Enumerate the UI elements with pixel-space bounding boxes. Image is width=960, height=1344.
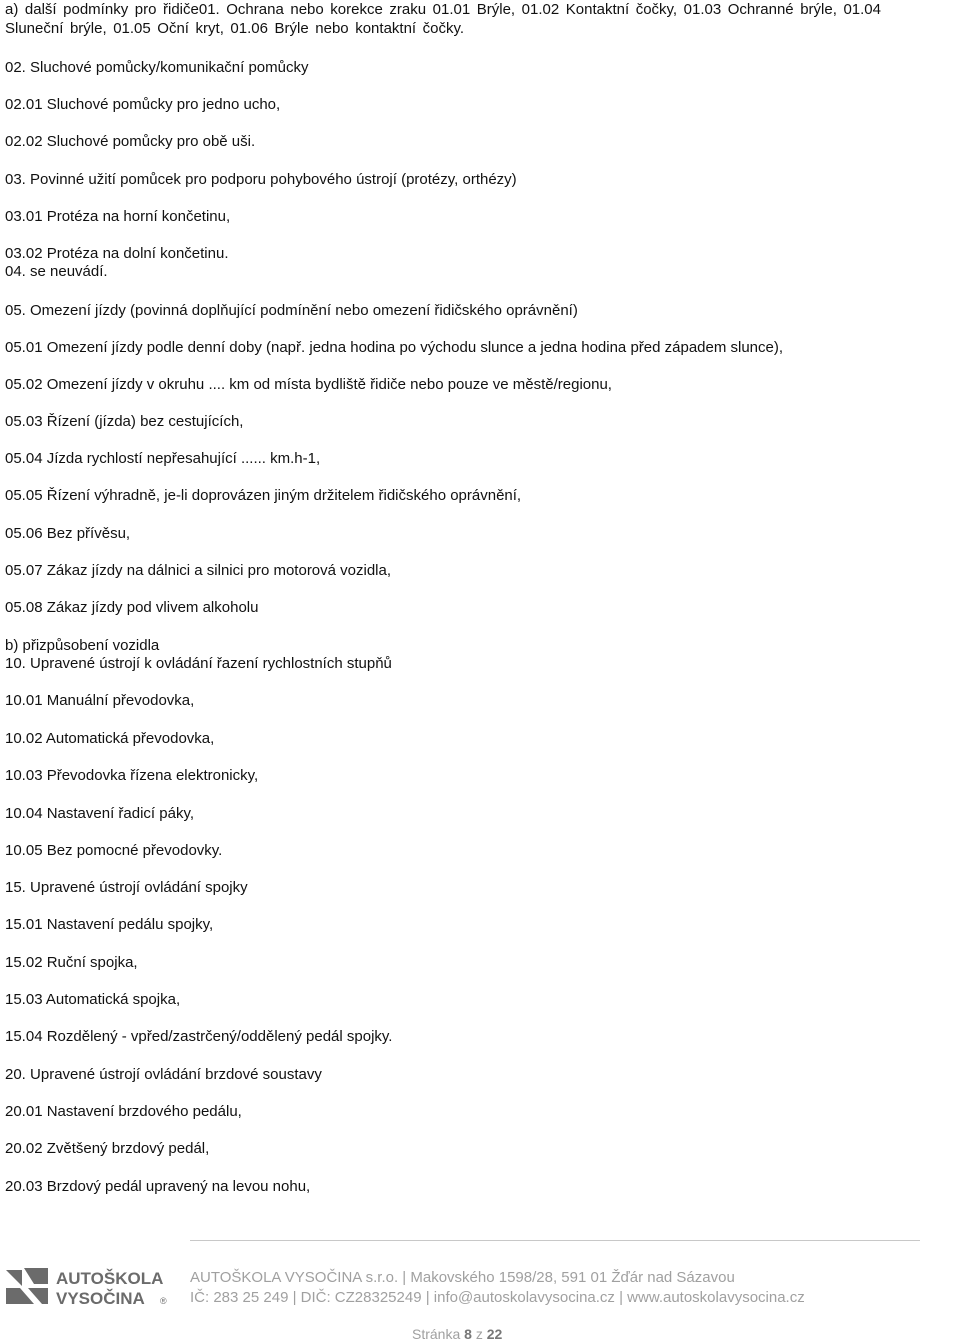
list-item: 05.02 Omezení jízdy v okruhu .... km od místa bydliště řidiče nebo pouze ve městě/regionu, [5,376,612,393]
list-item: 10.03 Převodovka řízena elektronicky, [5,767,259,784]
page-number [412,1325,502,1343]
list-item: 02.02 Sluchové pomůcky pro obě uši. [5,133,256,150]
list-item: 20.02 Zvětšený brzdový pedál, [5,1140,210,1157]
footer-divider [190,1240,920,1241]
list-item: 15.02 Ruční spojka, [5,954,138,971]
list-item: 10.05 Bez pomocné převodovky. [5,842,223,859]
list-item: 05.05 Řízení výhradně, je-li doprovázen jiným držitelem řidičského oprávnění, [5,487,522,504]
list-item: 05.03 Řízení (jízda) bez cestujících, [5,413,244,430]
list-item: 20.03 Brzdový pedál upravený na levou nohu, [5,1178,311,1195]
list-item: 05. Omezení jízdy (povinná doplňující podmínění nebo omezení řidičského oprávnění) [5,302,578,319]
list-item: 15.04 Rozdělený - vpřed/zastrčený/oddělený pedál spojky. [5,1028,393,1045]
list-item: 04. se neuvádí. [5,263,108,280]
list-item: 05.01 Omezení jízdy podle denní doby (např. jedna hodina po východu slunce a jedna hodina před západem slunce), [5,339,784,356]
page-current: 8 [464,1326,472,1342]
intro-paragraph [5,0,955,38]
list-item: 03.02 Protéza na dolní končetinu. [5,245,229,262]
logo-mark-shape [24,1268,48,1284]
list-item: 02.01 Sluchové pomůcky pro jedno ucho, [5,96,281,113]
list-item: 02. Sluchové pomůcky/komunikační pomůcky [5,59,309,76]
list-item: 10.01 Manuální převodovka, [5,692,195,709]
list-item: 03. Povinné užití pomůcek pro podporu pohybového ústrojí (protézy, orthézy) [5,171,517,188]
list-item: 20. Upravené ústrojí ovládání brzdové soustavy [5,1066,322,1083]
intro-line-1: a) další podmínky pro řidiče01. Ochrana nebo korekce zraku 01.01 Brýle, 01.02 Kontaktní čočky, 01.03 Ochranné brýle, 01.04 [5,1,881,18]
page-of: z [475,1326,483,1342]
list-item: 05.04 Jízda rychlostí nepřesahující ...... km.h-1, [5,450,321,467]
list-item: 10.02 Automatická převodovka, [5,730,215,747]
list-item: 15. Upravené ústrojí ovládání spojky [5,879,248,896]
list-item: 10. Upravené ústrojí k ovládání řazení rychlostních stupňů [5,655,392,672]
list-item: 20.01 Nastavení brzdového pedálu, [5,1103,242,1120]
list-item: 05.08 Zákaz jízdy pod vlivem alkoholu [5,599,259,616]
logo-mark-shape [6,1270,22,1286]
page-word: Stránka [412,1326,461,1342]
list-item: 03.01 Protéza na horní končetinu, [5,208,231,225]
list-item: 05.06 Bez přívěsu, [5,525,131,542]
footer-contact: IČ: 283 25 249 | DIČ: CZ28325249 | info@autoskolavysocina.cz | www.autoskolavysocina.cz [190,1289,805,1306]
logo-mark-shape [6,1288,34,1304]
page-total: 22 [486,1326,503,1342]
logo-text-bottom: VYSOČINA [56,1289,145,1308]
list-item: 05.07 Zákaz jízdy na dálnici a silnici pro motorová vozidla, [5,562,392,579]
list-item: 10.04 Nastavení řadicí páky, [5,805,194,822]
list-item: 15.03 Automatická spojka, [5,991,181,1008]
list-item: b) přizpůsobení vozidla [5,637,160,654]
list-item: 15.01 Nastavení pedálu spojky, [5,916,214,933]
logo-registered-mark: ® [160,1296,167,1306]
company-logo [4,1264,179,1308]
footer-address: AUTOŠKOLA VYSOČINA s.r.o. | Makovského 1598/28, 591 01 Žďár nad Sázavou [190,1269,735,1286]
logo-text-top: AUTOŠKOLA [56,1269,164,1288]
intro-line-2: Sluneční brýle, 01.05 Oční kryt, 01.06 Brýle nebo kontaktní čočky. [5,20,465,37]
